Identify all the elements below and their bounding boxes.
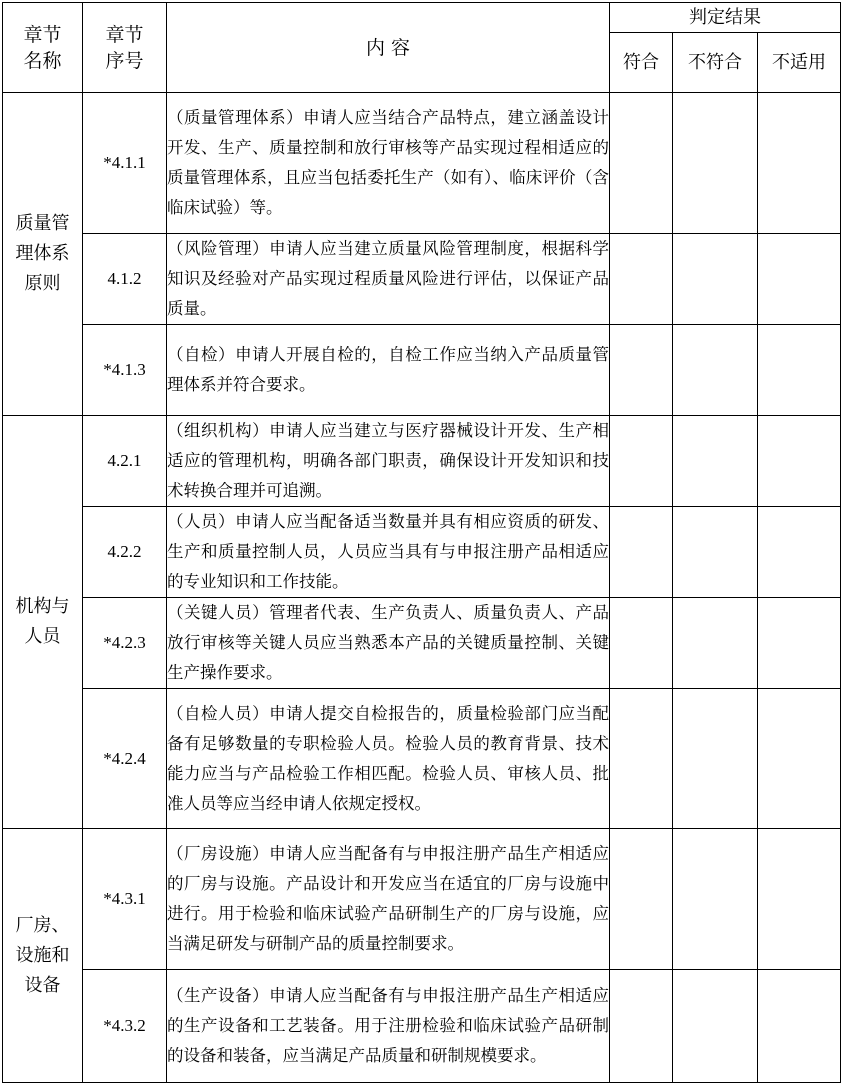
table-row <box>3 234 841 325</box>
table-row <box>3 970 841 1083</box>
header-conform: 符合 <box>610 33 673 93</box>
item-number: *4.3.1 <box>83 829 167 970</box>
item-content: （厂房设施）申请人应当配备有与申报注册产品生产相适应的厂房与设施。产品设计和开发应当在适宜的厂房与设施中进行。用于检验和临床试验产品研制生产的厂房与设施，应当满足研发与研制产品的质量控制要求。 <box>167 829 610 970</box>
na-cell[interactable] <box>758 970 841 1083</box>
nonconform-cell[interactable] <box>673 829 758 970</box>
header-content: 内 容 <box>167 3 610 93</box>
item-number: *4.1.3 <box>83 325 167 416</box>
conform-cell[interactable] <box>610 325 673 416</box>
na-cell[interactable] <box>758 829 841 970</box>
section-name: 质量管 理体系 原则 <box>3 93 83 416</box>
conform-cell[interactable] <box>610 829 673 970</box>
item-content: （自检）申请人开展自检的，自检工作应当纳入产品质量管理体系并符合要求。 <box>167 325 610 416</box>
section-name: 机构与 人员 <box>3 416 83 829</box>
nonconform-cell[interactable] <box>673 325 758 416</box>
item-number: *4.2.3 <box>83 598 167 689</box>
item-number: 4.2.2 <box>83 507 167 598</box>
nonconform-cell[interactable] <box>673 689 758 829</box>
conform-cell[interactable] <box>610 93 673 234</box>
na-cell[interactable] <box>758 598 841 689</box>
item-content: （风险管理）申请人应当建立质量风险管理制度，根据科学知识及经验对产品实现过程质量风险进行评估，以保证产品质量。 <box>167 234 610 325</box>
item-content: （质量管理体系）申请人应当结合产品特点，建立涵盖设计开发、生产、质量控制和放行审核等产品实现过程相适应的质量管理体系，且应当包括委托生产（如有）、临床评价（含临床试验）等。 <box>167 93 610 234</box>
na-cell[interactable] <box>758 325 841 416</box>
item-content: （自检人员）申请人提交自检报告的，质量检验部门应当配备有足够数量的专职检验人员。检验人员的教育背景、技术能力应当与产品检验工作相匹配。检验人员、审核人员、批准人员等应当经申请人依规定授权。 <box>167 689 610 829</box>
table-row <box>3 598 841 689</box>
nonconform-cell[interactable] <box>673 234 758 325</box>
table-row <box>3 689 841 829</box>
item-number: *4.1.1 <box>83 93 167 234</box>
item-content: （组织机构）申请人应当建立与医疗器械设计开发、生产相适应的管理机构，明确各部门职责，确保设计开发知识和技术转换合理并可追溯。 <box>167 416 610 507</box>
header-result: 判定结果 <box>610 3 841 33</box>
na-cell[interactable] <box>758 234 841 325</box>
table-row <box>3 325 841 416</box>
conform-cell[interactable] <box>610 416 673 507</box>
header-na: 不适用 <box>758 33 841 93</box>
na-cell[interactable] <box>758 93 841 234</box>
table-row <box>3 416 841 507</box>
nonconform-cell[interactable] <box>673 507 758 598</box>
conform-cell[interactable] <box>610 970 673 1083</box>
nonconform-cell[interactable] <box>673 598 758 689</box>
item-content: （生产设备）申请人应当配备有与申报注册产品生产相适应的生产设备和工艺装备。用于注册检验和临床试验产品研制的设备和装备，应当满足产品质量和研制规模要求。 <box>167 970 610 1083</box>
item-content: （人员）申请人应当配备适当数量并具有相应资质的研发、生产和质量控制人员，人员应当具有与申报注册产品相适应的专业知识和工作技能。 <box>167 507 610 598</box>
na-cell[interactable] <box>758 416 841 507</box>
table-row <box>3 829 841 970</box>
checklist-table <box>2 2 841 1083</box>
item-number: 4.1.2 <box>83 234 167 325</box>
item-number: *4.3.2 <box>83 970 167 1083</box>
header-nonconform: 不符合 <box>673 33 758 93</box>
section-name: 厂房、 设施和 设备 <box>3 829 83 1083</box>
conform-cell[interactable] <box>610 507 673 598</box>
na-cell[interactable] <box>758 689 841 829</box>
nonconform-cell[interactable] <box>673 416 758 507</box>
conform-cell[interactable] <box>610 234 673 325</box>
table-row <box>3 93 841 234</box>
na-cell[interactable] <box>758 507 841 598</box>
item-number: *4.2.4 <box>83 689 167 829</box>
item-number: 4.2.1 <box>83 416 167 507</box>
nonconform-cell[interactable] <box>673 970 758 1083</box>
conform-cell[interactable] <box>610 598 673 689</box>
item-content: （关键人员）管理者代表、生产负责人、质量负责人、产品放行审核等关键人员应当熟悉本产品的关键质量控制、关键生产操作要求。 <box>167 598 610 689</box>
table-row <box>3 507 841 598</box>
header-section-name: 章节 名称 <box>3 3 83 93</box>
nonconform-cell[interactable] <box>673 93 758 234</box>
conform-cell[interactable] <box>610 689 673 829</box>
header-section-no: 章节 序号 <box>83 3 167 93</box>
